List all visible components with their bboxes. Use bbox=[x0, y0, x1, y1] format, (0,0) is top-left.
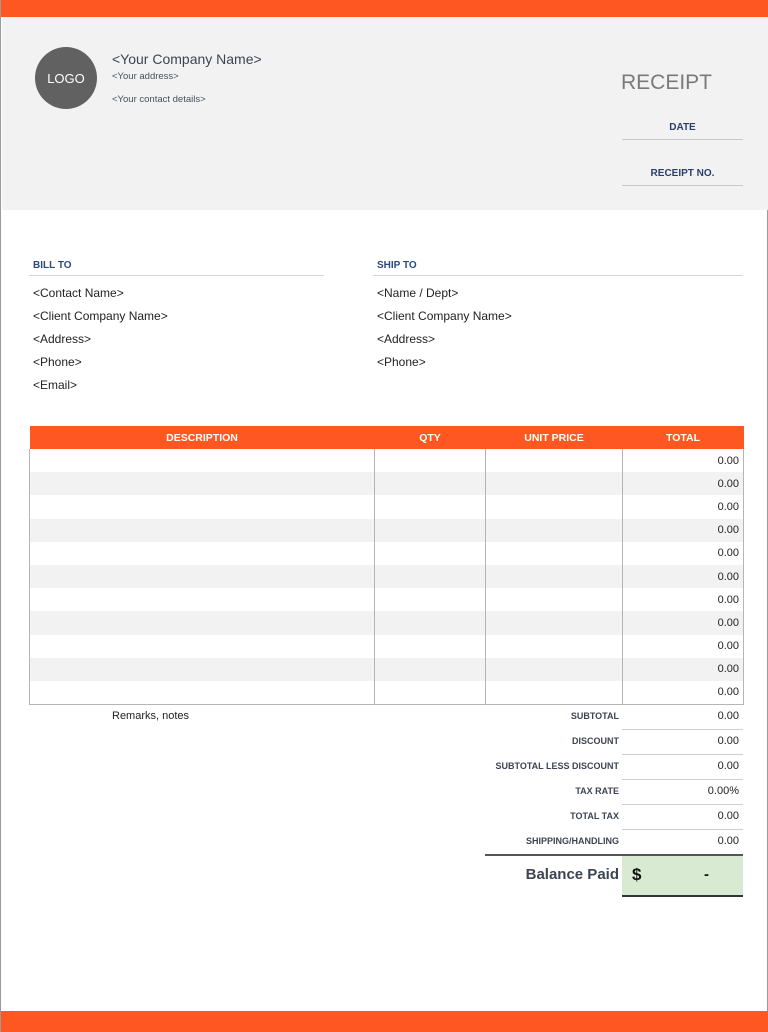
company-contact[interactable]: <Your contact details> bbox=[112, 94, 206, 105]
total-cell: 0.00 bbox=[623, 519, 744, 542]
date-label: DATE bbox=[669, 122, 696, 133]
table-row bbox=[30, 542, 744, 565]
bill-to-company-name[interactable]: <Client Company Name> bbox=[33, 309, 168, 323]
unit-price-cell[interactable] bbox=[486, 658, 623, 681]
header-band bbox=[2, 17, 768, 210]
table-row bbox=[30, 495, 744, 518]
column-header-qty: QTY bbox=[375, 426, 486, 449]
description-cell[interactable] bbox=[30, 449, 375, 472]
table-row bbox=[30, 681, 744, 704]
ship-to-title: SHIP TO bbox=[377, 260, 417, 271]
subtotal-less-discount-value: 0.00 bbox=[717, 760, 739, 772]
unit-price-cell[interactable] bbox=[486, 565, 623, 588]
discount-label: DISCOUNT bbox=[572, 736, 619, 746]
logo-label: LOGO bbox=[47, 70, 85, 86]
date-field[interactable] bbox=[622, 139, 743, 140]
ship-to-company-name[interactable]: <Client Company Name> bbox=[377, 309, 512, 323]
description-cell[interactable] bbox=[30, 611, 375, 634]
qty-cell[interactable] bbox=[375, 472, 486, 495]
ship-to-address[interactable]: <Address> bbox=[377, 332, 436, 346]
ship-to-divider bbox=[373, 275, 743, 276]
qty-cell[interactable] bbox=[375, 449, 486, 472]
column-header-unit-price: UNIT PRICE bbox=[486, 426, 623, 449]
description-cell[interactable] bbox=[30, 658, 375, 681]
table-row bbox=[30, 449, 744, 472]
table-row bbox=[30, 519, 744, 542]
currency-symbol: $ bbox=[632, 865, 642, 884]
unit-price-cell[interactable] bbox=[486, 681, 623, 704]
unit-price-cell[interactable] bbox=[486, 611, 623, 634]
table-row bbox=[30, 635, 744, 658]
document-title: RECEIPT bbox=[621, 71, 713, 94]
subtotal-less-discount-divider bbox=[622, 779, 743, 780]
items-table bbox=[29, 426, 744, 705]
top-accent-bar bbox=[1, 0, 768, 17]
qty-cell[interactable] bbox=[375, 635, 486, 658]
company-name[interactable]: <Your Company Name> bbox=[112, 51, 262, 67]
subtotal-divider bbox=[622, 729, 743, 730]
qty-cell[interactable] bbox=[375, 565, 486, 588]
shipping-handling-label: SHIPPING/HANDLING bbox=[525, 836, 619, 846]
total-cell: 0.00 bbox=[623, 681, 744, 704]
total-cell: 0.00 bbox=[623, 635, 744, 658]
description-cell[interactable] bbox=[30, 495, 375, 518]
unit-price-cell[interactable] bbox=[486, 588, 623, 611]
bill-to-email[interactable]: <Email> bbox=[33, 378, 78, 392]
bill-to-phone[interactable]: <Phone> bbox=[33, 355, 82, 369]
qty-cell[interactable] bbox=[375, 495, 486, 518]
table-row bbox=[30, 472, 744, 495]
remarks-notes[interactable]: Remarks, notes bbox=[112, 710, 190, 722]
bottom-accent-bar bbox=[1, 1011, 768, 1032]
bill-to-title: BILL TO bbox=[33, 260, 72, 271]
total-cell: 0.00 bbox=[623, 565, 744, 588]
unit-price-cell[interactable] bbox=[486, 635, 623, 658]
total-cell: 0.00 bbox=[623, 658, 744, 681]
description-cell[interactable] bbox=[30, 588, 375, 611]
balance-paid-value: - bbox=[704, 866, 709, 883]
ship-to-name-dept[interactable]: <Name / Dept> bbox=[377, 286, 459, 300]
subtotal-less-discount-label: SUBTOTAL LESS DISCOUNT bbox=[495, 761, 619, 771]
table-row bbox=[30, 565, 744, 588]
description-cell[interactable] bbox=[30, 681, 375, 704]
qty-cell[interactable] bbox=[375, 681, 486, 704]
total-cell: 0.00 bbox=[623, 472, 744, 495]
discount-value[interactable]: 0.00 bbox=[717, 735, 739, 747]
total-tax-value: 0.00 bbox=[717, 810, 739, 822]
bill-to-contact-name[interactable]: <Contact Name> bbox=[33, 286, 124, 300]
bill-to-address[interactable]: <Address> bbox=[33, 332, 92, 346]
description-cell[interactable] bbox=[30, 519, 375, 542]
balance-paid-box bbox=[622, 856, 743, 897]
total-cell: 0.00 bbox=[623, 449, 744, 472]
subtotal-label: SUBTOTAL bbox=[570, 711, 619, 721]
tax-rate-label: TAX RATE bbox=[575, 786, 619, 796]
qty-cell[interactable] bbox=[375, 588, 486, 611]
qty-cell[interactable] bbox=[375, 611, 486, 634]
logo-placeholder[interactable] bbox=[35, 47, 97, 109]
column-header-description: DESCRIPTION bbox=[30, 426, 375, 449]
tax-rate-value[interactable]: 0.00% bbox=[707, 785, 739, 797]
bill-to-divider bbox=[29, 275, 324, 276]
company-address[interactable]: <Your address> bbox=[112, 71, 179, 82]
ship-to-phone[interactable]: <Phone> bbox=[377, 355, 426, 369]
description-cell[interactable] bbox=[30, 542, 375, 565]
description-cell[interactable] bbox=[30, 635, 375, 658]
items-table-header bbox=[30, 426, 744, 449]
total-cell: 0.00 bbox=[623, 495, 744, 518]
total-cell: 0.00 bbox=[623, 542, 744, 565]
qty-cell[interactable] bbox=[375, 519, 486, 542]
unit-price-cell[interactable] bbox=[486, 519, 623, 542]
table-row bbox=[30, 611, 744, 634]
receipt-no-label: RECEIPT NO. bbox=[650, 168, 715, 179]
description-cell[interactable] bbox=[30, 565, 375, 588]
qty-cell[interactable] bbox=[375, 542, 486, 565]
total-cell: 0.00 bbox=[623, 611, 744, 634]
subtotal-value: 0.00 bbox=[717, 710, 739, 722]
discount-divider bbox=[622, 754, 743, 755]
total-tax-divider bbox=[622, 829, 743, 830]
column-header-total: TOTAL bbox=[623, 426, 744, 449]
total-tax-label: TOTAL TAX bbox=[570, 811, 619, 821]
unit-price-cell[interactable] bbox=[486, 542, 623, 565]
receipt-no-field[interactable] bbox=[622, 185, 743, 186]
table-row bbox=[30, 588, 744, 611]
qty-cell[interactable] bbox=[375, 658, 486, 681]
unit-price-cell[interactable] bbox=[486, 495, 623, 518]
table-row bbox=[30, 658, 744, 681]
shipping-handling-value[interactable]: 0.00 bbox=[717, 835, 739, 847]
total-cell: 0.00 bbox=[623, 588, 744, 611]
balance-paid-label: Balance Paid bbox=[525, 866, 619, 883]
unit-price-cell[interactable] bbox=[486, 472, 623, 495]
description-cell[interactable] bbox=[30, 472, 375, 495]
tax-rate-divider bbox=[622, 804, 743, 805]
unit-price-cell[interactable] bbox=[486, 449, 623, 472]
